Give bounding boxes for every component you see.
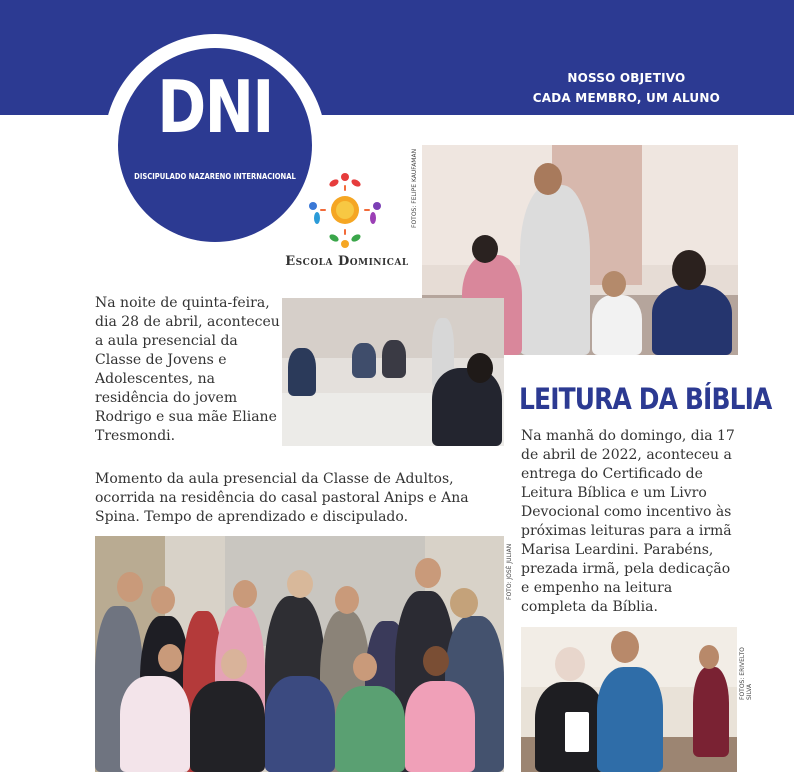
escola-dominical-logo-icon (303, 168, 387, 252)
escola-dominical-label: Escola Dominical (285, 254, 409, 269)
photo-adult-class (95, 536, 504, 772)
youth-class-caption: Na noite de quinta-feira, dia 28 de abril, aconteceu a aula presencial da Classe de Jovens e Adolescentes, na residência do jovem Rodrigo e sua mãe Eliane Tresmondi. (95, 295, 280, 444)
objective-text (533, 68, 720, 108)
photo-youth-class-2 (282, 298, 504, 446)
dni-subtitle: DISCIPULADO NAZARENO INTERNACIONAL (134, 172, 296, 181)
bible-reading-text: Na manhã do domingo, dia 17 de abril de 2022, aconteceu a entrega do Certificado de Leitura Bíblica e um Livro Devocional como incentivo às próximas leituras para a irmã Marisa Leardini. Parabéns, prezada irmã, pela dedicação e empenho na leitura completa da Bíblia. (521, 428, 735, 615)
adult-class-caption: Momento da aula presencial da Classe de Adultos, ocorrida na residência do casal pastoral Anips e Ana Spina. Tempo de aprendizado e discipulado. (95, 471, 469, 525)
dni-acronym: DNI (157, 65, 273, 149)
photo-credit-1: FOTOS: FELIPE KAUFAMAN (411, 148, 418, 228)
objective-line-1: NOSSO OBJETIVO (567, 71, 686, 85)
bible-reading-heading: LEITURA DA BÍBLIA (519, 382, 772, 416)
photo-credit-4: FOTOS: ERIVELTO SILVA (739, 647, 753, 700)
photo-bible-certificate (521, 627, 737, 772)
objective-line-2: CADA MEMBRO, UM ALUNO (532, 91, 720, 105)
photo-credit-3: FOTO: JOSÉ JULIAN (506, 543, 513, 600)
